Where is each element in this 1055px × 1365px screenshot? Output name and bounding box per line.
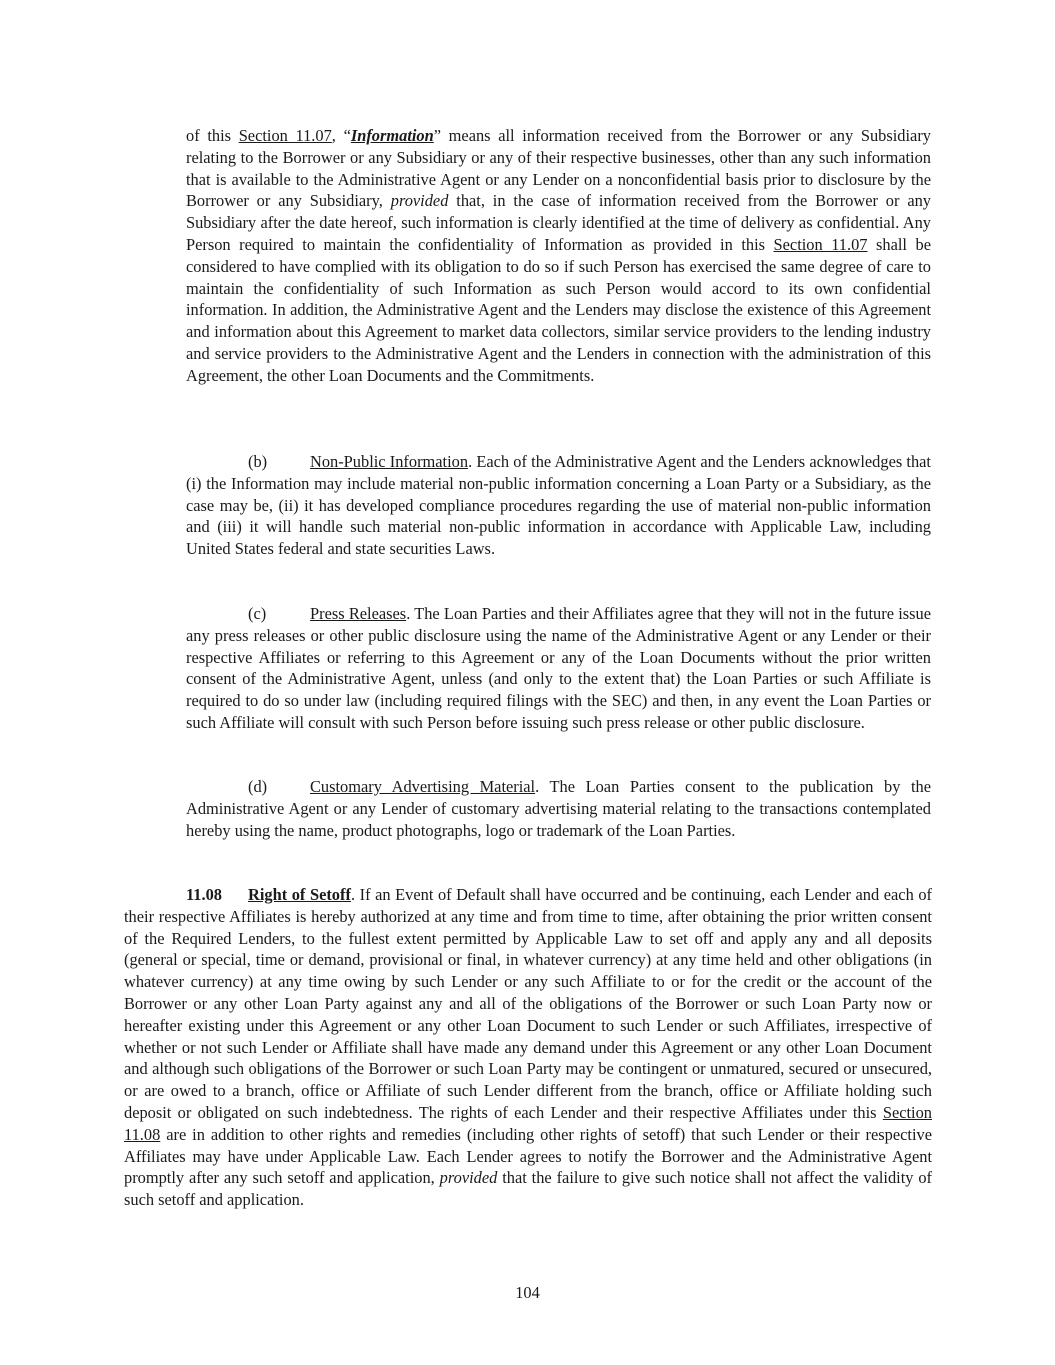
clause-heading: Press Releases (310, 604, 407, 623)
clause-label: (d) (248, 777, 268, 796)
text: that, in the case of information received from the Borrower or any Subsidiary after the date hereof, such information is clearly identified at the time of delivery as confidential. Any Person required to maintain the confidentiality of Information as provided in this (186, 191, 931, 254)
text: . The Loan Parties consent to the publication by the Administrative Agent or any Lender of customary advertising material relating to the transactions contemplated hereby using the name, product photographs, logo or trademark of the Loan Parties. (186, 777, 931, 840)
section-11-08-right-of-setoff (124, 884, 932, 1211)
text: of this (186, 126, 239, 145)
defined-term: Information (350, 126, 434, 145)
clause-label: (b) (248, 452, 268, 471)
paragraph-information-definition (186, 125, 931, 387)
section-number: 11.08 (186, 885, 222, 904)
text: . The Loan Parties and their Affiliates agree that they will not in the future issue any press releases or other public disclosure using the name of the Administrative Agent or any Lender or their respective Affiliates or referring to this Agreement or any of the Loan Documents without the prior written consent of the Administrative Agent, unless (and only to the extent that) the Loan Parties or such Affiliate is required to do so under law (including required filings with the SEC) and then, in any event the Loan Parties or such Affiliate will consult with such Person before issuing such press release or other public disclosure. (186, 604, 931, 732)
provided-term: provided (390, 191, 449, 211)
text: . Each of the Administrative Agent and the Lenders acknowledges that (i) the Information may include material non-public information concerning a Loan Party or a Subsidiary, as the case may be, (ii) it has developed compliance procedures regarding the use of material non-public information and (iii) it will handle such material non-public information in accordance with Applicable Law, including United States federal and state securities Laws. (186, 452, 931, 559)
paragraph-c-press-releases (186, 603, 931, 734)
text: shall be considered to have complied with its obligation to do so if such Person has exercised the same degree of care to maintain the confidentiality of such Information as such Person would accord to its own confidential information. In addition, the Administrative Agent and the Lenders may disclose the existence of this Agreement and information about this Agreement to market data collectors, similar service providers to the lending industry and service providers to the Administrative Agent and the Lenders in connection with the administration of this Agreement, the other Loan Documents and the Commitments. (186, 234, 931, 385)
text: ” means all information received from the Borrower or any Subsidiary relating to the Borrower or any Subsidiary or any of their respective businesses, other than any such information that is available to the Administrative Agent or any Lender on a nonconfidential basis prior to disclosure by the Borrower or any Subsidiary, (186, 126, 931, 211)
paragraph-b-non-public-information (186, 451, 931, 560)
section-reference: Section 11.08 (124, 1102, 932, 1144)
section-reference: Section 11.07 (238, 126, 332, 145)
text: . If an Event of Default shall have occurred and be continuing, each Lender and each of their respective Affiliates is hereby authorized at any time and from time to time, after obtaining the prior written consent of the Required Lenders, to the fullest extent permitted by Applicable Law to set off and apply any and all deposits (general or special, time or demand, provisional or final, in whatever currency) at any time held and other obligations (in whatever currency) at any time owing by such Lender or any such Affiliate to or for the credit or the account of the Borrower or any other Loan Party against any and all of the obligations of the Borrower or such Loan Party now or hereafter existing under this Agreement or any other Loan Document to such Lender or such Affiliates, irrespective of whether or not such Lender or Affiliate shall have made any demand under this Agreement or any other Loan Document and although such obligations of the Borrower or such Loan Party may be contingent or unmatured, secured or unsecured, or are owed to a branch, office or Affiliate of such Lender different from the branch, office or Affiliate holding such deposit or obligated on such indebtedness. The rights of each Lender and their respective Affiliates under this (124, 885, 932, 1122)
paragraph-d-customary-advertising (186, 776, 931, 841)
section-reference: Section 11.07 (773, 234, 868, 254)
text: , “ (331, 126, 351, 145)
text: that the failure to give such notice shall not affect the validity of such setoff and application. (124, 1168, 932, 1210)
provided-term: provided (439, 1168, 498, 1188)
text: are in addition to other rights and remedies (including other rights of setoff) that such Lender or their respective Affiliates may have under Applicable Law. Each Lender agrees to notify the Borrower and the Administrative Agent promptly after any such setoff and application, (124, 1124, 932, 1188)
clause-heading: Customary Advertising Material (310, 777, 536, 796)
clause-label: (c) (248, 604, 267, 623)
section-heading: Right of Setoff (248, 885, 351, 904)
clause-heading: Non-Public Information (310, 452, 469, 471)
page-number: 104 (515, 1283, 540, 1302)
